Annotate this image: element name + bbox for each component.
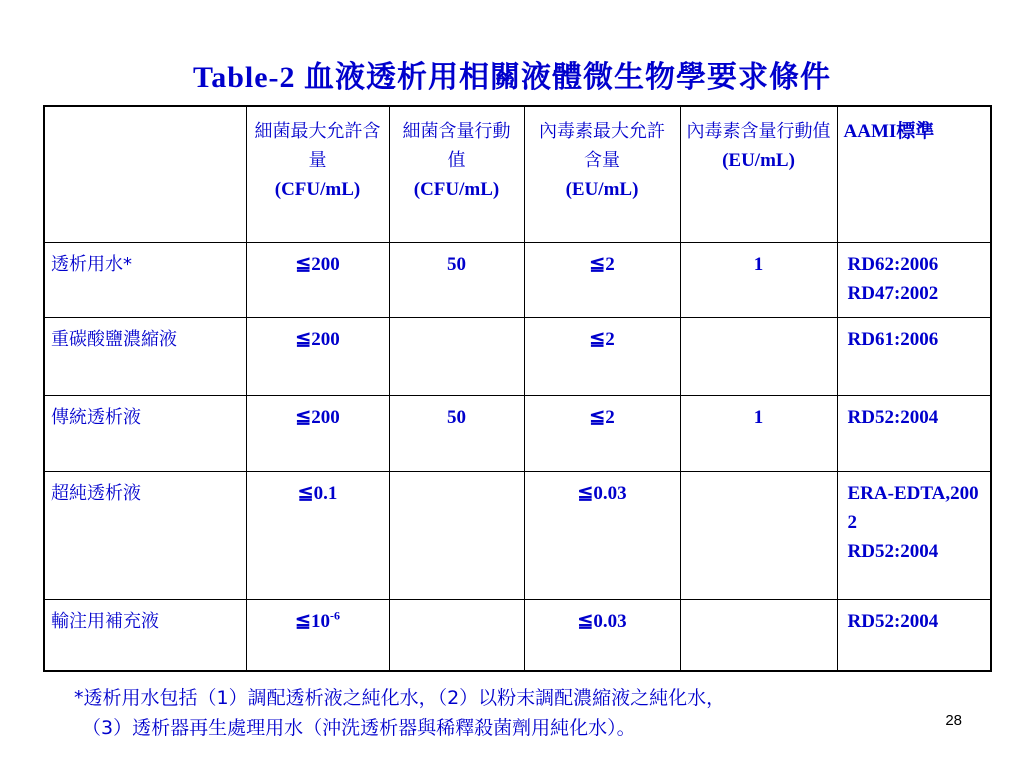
table-row xyxy=(44,242,991,317)
bacteria-action-cell: 50 xyxy=(389,242,524,317)
bacteria-action-cell xyxy=(389,599,524,671)
endotoxin-action-cell xyxy=(680,317,837,395)
bacteria-max-cell: ≦200 xyxy=(246,317,389,395)
footnote-line-1: *透析用水包括（1）調配透析液之純化水，（2）以粉末調配濃縮液之純化水， xyxy=(74,687,726,709)
table-row xyxy=(44,317,991,395)
bacteria-max-cell: ≦200 xyxy=(246,242,389,317)
page-number: 28 xyxy=(945,712,962,729)
bacteria-max-cell: ≦0.1 xyxy=(246,471,389,599)
row-label: 重碳酸鹽濃縮液 xyxy=(44,317,246,395)
endotoxin-action-cell: 1 xyxy=(680,395,837,471)
endotoxin-max-cell: ≦2 xyxy=(524,242,680,317)
page-title: Table-2 血液透析用相關液體微生物學要求條件 xyxy=(192,61,832,94)
footnote-line-2: （3）透析器再生處理用水（沖洗透析器與稀釋殺菌劑用純化水）。 xyxy=(82,717,636,739)
header-cell: 內毒素最大允許含量 (EU/mL) xyxy=(524,106,680,242)
aami-standard-cell: ERA-EDTA,2002 RD52:2004 xyxy=(837,471,991,599)
table-row xyxy=(44,395,991,471)
endotoxin-action-cell xyxy=(680,599,837,671)
aami-standard-cell: RD62:2006 RD47:2002 xyxy=(837,242,991,317)
endotoxin-max-cell: ≦2 xyxy=(524,395,680,471)
table-header-row xyxy=(44,106,991,242)
row-label: 傳統透析液 xyxy=(44,395,246,471)
aami-standard-cell: RD52:2004 xyxy=(837,599,991,671)
endotoxin-action-cell xyxy=(680,471,837,599)
bacteria-action-cell xyxy=(389,471,524,599)
bacteria-action-cell: 50 xyxy=(389,395,524,471)
aami-standard-cell: RD52:2004 xyxy=(837,395,991,471)
endotoxin-action-cell: 1 xyxy=(680,242,837,317)
aami-standard-cell: RD61:2006 xyxy=(837,317,991,395)
bacteria-max-cell: ≦200 xyxy=(246,395,389,471)
bacteria-max-cell: $≦10^{-6}$ xyxy=(246,599,389,671)
endotoxin-max-cell: ≦0.03 xyxy=(524,599,680,671)
header-cell-aami: AAMI標準 xyxy=(837,106,991,242)
row-label: 輸注用補充液 xyxy=(44,599,246,671)
row-label: 透析用水* xyxy=(44,242,246,317)
footnote xyxy=(74,683,974,743)
header-cell: 細菌含量行動值 (CFU/mL) xyxy=(389,106,524,242)
endotoxin-max-cell: ≦2 xyxy=(524,317,680,395)
row-label: 超純透析液 xyxy=(44,471,246,599)
header-cell-empty xyxy=(44,106,246,242)
header-cell: 細菌最大允許含量 (CFU/mL) xyxy=(246,106,389,242)
header-cell: 內毒素含量行動值 (EU/mL) xyxy=(680,106,837,242)
table-row xyxy=(44,471,991,599)
table-row xyxy=(44,599,991,671)
bacteria-action-cell xyxy=(389,317,524,395)
requirements-table xyxy=(43,105,992,672)
endotoxin-max-cell: ≦0.03 xyxy=(524,471,680,599)
